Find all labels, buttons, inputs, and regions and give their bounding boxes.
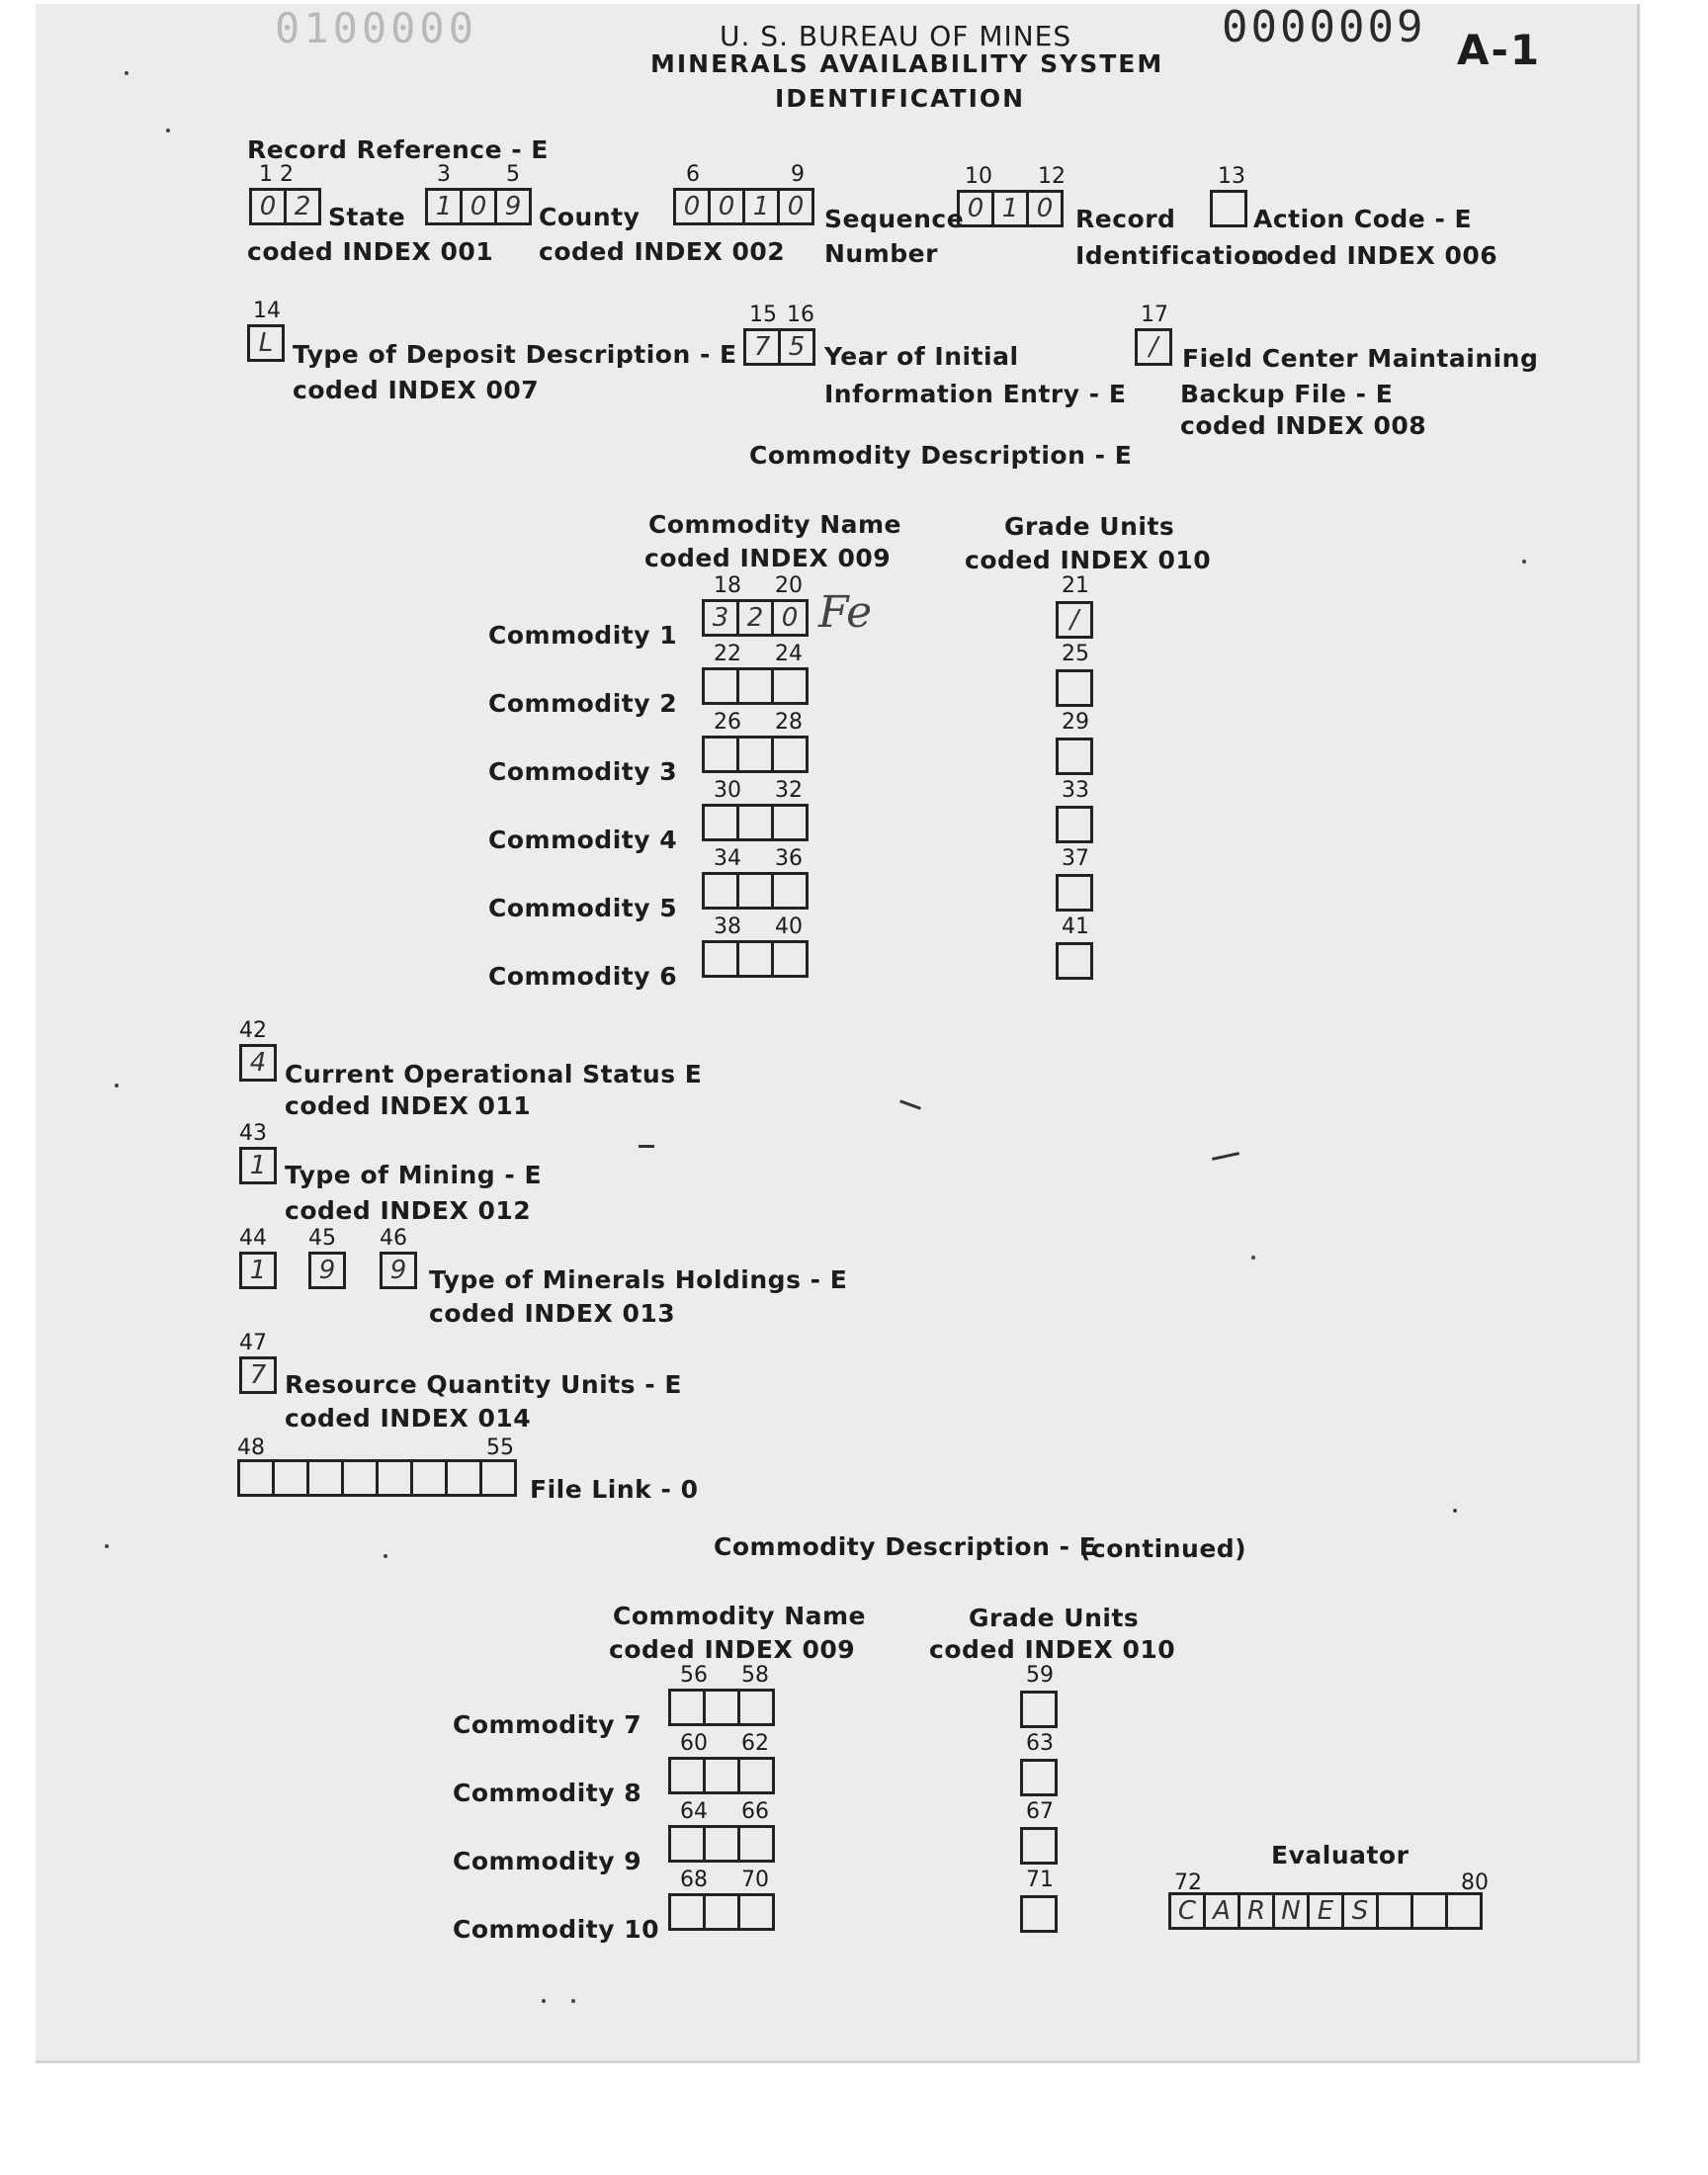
commodity-col-end: 24 xyxy=(775,642,803,666)
stray-mark xyxy=(639,1145,654,1148)
grade-col: 33 xyxy=(1062,778,1089,803)
commodity-row-label: Commodity 4 xyxy=(488,826,678,854)
commodity-name-boxes[interactable] xyxy=(668,1825,772,1863)
commodity-row-label: Commodity 5 xyxy=(488,894,678,922)
action-coded-index: coded INDEX 006 xyxy=(1251,241,1498,270)
deposit-label: Type of Deposit Description - E xyxy=(293,340,737,369)
system-title: MINERALS AVAILABILITY SYSTEM xyxy=(650,49,1164,78)
resource-units-label: Resource Quantity Units - E xyxy=(285,1370,682,1399)
code-digit-box[interactable]: 1 xyxy=(742,188,780,225)
code-digit-box[interactable] xyxy=(445,1459,482,1497)
code-digit-box[interactable] xyxy=(1056,669,1093,707)
record-id-col-end: 12 xyxy=(1038,164,1066,189)
handwritten-note: Fe xyxy=(818,587,873,638)
code-digit-box[interactable]: 0 xyxy=(673,188,711,225)
commodity-col-end: 32 xyxy=(775,778,803,803)
commodity-name-header-2: Commodity Name xyxy=(613,1602,867,1630)
holdings-box-3[interactable] xyxy=(380,1252,414,1289)
code-digit-box[interactable] xyxy=(272,1459,309,1497)
commodity-name-coded: coded INDEX 009 xyxy=(644,544,892,572)
code-digit-box[interactable] xyxy=(668,1757,706,1794)
mining-col: 43 xyxy=(239,1121,267,1146)
code-digit-box[interactable]: / xyxy=(1056,601,1093,639)
commodity-row-label: Commodity 10 xyxy=(453,1915,660,1944)
commodity-row-label: Commodity 9 xyxy=(453,1847,642,1875)
commodity-name-coded-2: coded INDEX 009 xyxy=(609,1635,856,1664)
holdings-label: Type of Minerals Holdings - E xyxy=(429,1265,848,1294)
code-digit-box[interactable] xyxy=(1020,1691,1058,1728)
year-col-end: 16 xyxy=(787,303,814,327)
faded-stamp-number: 0100000 xyxy=(275,4,478,52)
commodity-row-label: Commodity 3 xyxy=(488,757,678,786)
evaluator-label: Evaluator xyxy=(1271,1841,1409,1870)
commodity-name-boxes[interactable] xyxy=(668,1689,772,1726)
code-digit-box[interactable] xyxy=(737,1689,775,1726)
grade-units-box[interactable] xyxy=(1020,1691,1055,1728)
holdings-col-2: 45 xyxy=(308,1226,336,1251)
code-digit-box[interactable]: 9 xyxy=(380,1252,417,1289)
field-center-label: Field Center Maintaining xyxy=(1182,344,1539,373)
grade-units-box[interactable] xyxy=(1056,942,1090,980)
code-digit-box[interactable]: 2 xyxy=(736,599,774,637)
grade-col: 59 xyxy=(1026,1663,1054,1688)
commodity-name-boxes[interactable] xyxy=(702,872,806,910)
code-digit-box[interactable] xyxy=(703,1893,740,1931)
grade-units-coded-2: coded INDEX 010 xyxy=(929,1635,1176,1664)
code-digit-box[interactable]: 9 xyxy=(494,188,532,225)
commodity-col-end: 40 xyxy=(775,914,803,939)
resource-units-box[interactable] xyxy=(239,1356,274,1394)
code-digit-box[interactable] xyxy=(736,940,774,978)
code-digit-box[interactable] xyxy=(771,872,809,910)
code-digit-box[interactable]: 7 xyxy=(743,328,781,366)
code-digit-box[interactable] xyxy=(1056,806,1093,843)
speck xyxy=(1522,560,1526,564)
record-stamp-number: 0000009 xyxy=(1222,2,1426,52)
continued-suffix: (continued) xyxy=(1079,1534,1247,1563)
commodity-col-start: 34 xyxy=(714,846,741,871)
code-digit-box[interactable] xyxy=(668,1825,706,1863)
evaluator-boxes[interactable] xyxy=(1168,1892,1480,1930)
code-digit-box[interactable]: E xyxy=(1307,1892,1344,1930)
code-digit-box[interactable] xyxy=(1020,1895,1058,1933)
commodity-col-start: 56 xyxy=(680,1663,708,1688)
commodity-name-header: Commodity Name xyxy=(648,510,902,539)
grade-col: 29 xyxy=(1062,710,1089,735)
code-digit-box[interactable] xyxy=(410,1459,448,1497)
code-digit-box[interactable] xyxy=(1020,1759,1058,1796)
county-col-start: 3 xyxy=(437,162,451,187)
operational-status-label: Current Operational Status E xyxy=(285,1060,703,1088)
code-digit-box[interactable]: 4 xyxy=(239,1044,277,1082)
code-digit-box[interactable] xyxy=(771,940,809,978)
file-link-label: File Link - 0 xyxy=(530,1475,699,1504)
commodity-col-start: 30 xyxy=(714,778,741,803)
code-digit-box[interactable]: / xyxy=(1135,328,1172,366)
page-id: A-1 xyxy=(1457,26,1542,74)
commodity-col-end: 58 xyxy=(741,1663,769,1688)
deposit-coded-index: coded INDEX 007 xyxy=(293,376,540,404)
identification-label: Identification xyxy=(1075,241,1270,270)
county-code-boxes[interactable] xyxy=(425,188,529,225)
code-digit-box[interactable] xyxy=(479,1459,517,1497)
grade-col: 71 xyxy=(1026,1868,1054,1892)
code-digit-box[interactable] xyxy=(736,804,774,841)
grade-units-box[interactable] xyxy=(1020,1827,1055,1865)
holdings-box-1[interactable] xyxy=(239,1252,274,1289)
evaluator-col-start: 72 xyxy=(1174,1870,1202,1895)
mining-type-label: Type of Mining - E xyxy=(285,1161,543,1189)
action-col: 13 xyxy=(1218,164,1245,189)
number-label: Number xyxy=(824,239,938,268)
speck xyxy=(105,1544,109,1548)
code-digit-box[interactable] xyxy=(736,872,774,910)
file-link-col-end: 55 xyxy=(486,1436,514,1460)
code-digit-box[interactable]: 0 xyxy=(249,188,287,225)
code-digit-box[interactable] xyxy=(702,940,739,978)
code-digit-box[interactable]: 1 xyxy=(239,1252,277,1289)
speck xyxy=(125,71,128,75)
deposit-col: 14 xyxy=(253,299,281,323)
commodity-row-label: Commodity 1 xyxy=(488,621,678,650)
code-digit-box[interactable] xyxy=(1056,874,1093,912)
sequence-col-end: 9 xyxy=(791,162,805,187)
year-label: Year of Initial xyxy=(824,342,1019,371)
state-coded-index: coded INDEX 001 xyxy=(247,237,494,266)
code-digit-box[interactable] xyxy=(1210,190,1247,227)
code-digit-box[interactable]: 7 xyxy=(239,1356,277,1394)
commodity-name-boxes[interactable] xyxy=(668,1757,772,1794)
code-digit-box[interactable] xyxy=(376,1459,413,1497)
code-digit-box[interactable] xyxy=(341,1459,379,1497)
grade-col: 67 xyxy=(1026,1799,1054,1824)
section-title: IDENTIFICATION xyxy=(775,84,1026,113)
holdings-box-2[interactable] xyxy=(308,1252,343,1289)
speck xyxy=(384,1554,387,1558)
state-col-numbers: 1 2 xyxy=(259,162,294,187)
commodity-name-boxes[interactable] xyxy=(702,667,806,705)
code-digit-box[interactable] xyxy=(737,1825,775,1863)
commodity-col-start: 26 xyxy=(714,710,741,735)
county-coded-index: coded INDEX 002 xyxy=(539,237,786,266)
code-digit-box[interactable]: 9 xyxy=(308,1252,346,1289)
code-digit-box[interactable] xyxy=(737,1757,775,1794)
code-digit-box[interactable]: 0 xyxy=(708,188,745,225)
commodity-col-end: 28 xyxy=(775,710,803,735)
code-digit-box[interactable] xyxy=(702,667,739,705)
code-digit-box[interactable]: 5 xyxy=(778,328,815,366)
commodity-col-end: 20 xyxy=(775,573,803,598)
resource-col: 47 xyxy=(239,1331,267,1355)
state-code-boxes[interactable] xyxy=(249,188,318,225)
commodity-continued-title: Commodity Description - E xyxy=(714,1532,1097,1561)
code-digit-box[interactable] xyxy=(668,1893,706,1931)
speck xyxy=(1453,1509,1457,1513)
commodity-row-label: Commodity 8 xyxy=(453,1779,642,1807)
code-digit-box[interactable]: A xyxy=(1203,1892,1240,1930)
deposit-type-box[interactable] xyxy=(247,324,282,362)
grade-col: 25 xyxy=(1062,642,1089,666)
mining-type-box[interactable] xyxy=(239,1147,274,1184)
grade-units-box[interactable] xyxy=(1056,874,1090,912)
grade-units-coded: coded INDEX 010 xyxy=(965,546,1212,574)
code-digit-box[interactable] xyxy=(771,667,809,705)
commodity-col-start: 68 xyxy=(680,1868,708,1892)
code-digit-box[interactable] xyxy=(1445,1892,1483,1930)
code-digit-box[interactable] xyxy=(702,872,739,910)
grade-units-header-2: Grade Units xyxy=(969,1604,1140,1632)
sequence-col-start: 6 xyxy=(686,162,700,187)
backup-file-label: Backup File - E xyxy=(1180,380,1394,408)
state-label: State xyxy=(328,203,406,231)
grade-units-box[interactable] xyxy=(1056,601,1090,639)
code-digit-box[interactable] xyxy=(1376,1892,1413,1930)
commodity-col-end: 62 xyxy=(741,1731,769,1756)
county-col-end: 5 xyxy=(506,162,520,187)
county-label: County xyxy=(539,203,640,231)
action-code-label: Action Code - E xyxy=(1253,205,1473,233)
commodity-col-start: 60 xyxy=(680,1731,708,1756)
file-link-col-start: 48 xyxy=(237,1436,265,1460)
field-center-coded-index: coded INDEX 008 xyxy=(1180,411,1427,440)
year-entry-boxes[interactable] xyxy=(743,328,812,366)
code-digit-box[interactable]: 0 xyxy=(771,599,809,637)
code-digit-box[interactable]: 1 xyxy=(425,188,463,225)
code-digit-box[interactable] xyxy=(703,1825,740,1863)
status-col: 42 xyxy=(239,1018,267,1043)
record-id-boxes[interactable] xyxy=(957,190,1061,227)
holdings-coded: coded INDEX 013 xyxy=(429,1299,676,1328)
information-entry-label: Information Entry - E xyxy=(824,380,1127,408)
grade-units-box[interactable] xyxy=(1020,1895,1055,1933)
record-id-col-start: 10 xyxy=(965,164,992,189)
grade-units-header: Grade Units xyxy=(1004,512,1175,541)
grade-col: 41 xyxy=(1062,914,1089,939)
holdings-col-1: 44 xyxy=(239,1226,267,1251)
holdings-col-3: 46 xyxy=(380,1226,407,1251)
speck xyxy=(571,1999,575,2003)
commodity-row-label: Commodity 2 xyxy=(488,689,678,718)
code-digit-box[interactable]: R xyxy=(1238,1892,1275,1930)
mining-type-coded: coded INDEX 012 xyxy=(285,1196,532,1225)
code-digit-box[interactable] xyxy=(771,804,809,841)
commodity-col-end: 66 xyxy=(741,1799,769,1824)
commodity-section-title: Commodity Description - E xyxy=(749,441,1133,470)
code-digit-box[interactable] xyxy=(1056,738,1093,775)
commodity-col-end: 70 xyxy=(741,1868,769,1892)
field-center-box[interactable] xyxy=(1135,328,1169,366)
speck xyxy=(115,1084,119,1088)
code-digit-box[interactable]: 0 xyxy=(957,190,994,227)
grade-units-box[interactable] xyxy=(1056,806,1090,843)
code-digit-box[interactable] xyxy=(736,736,774,773)
grade-col: 63 xyxy=(1026,1731,1054,1756)
code-digit-box[interactable] xyxy=(306,1459,344,1497)
grade-col: 37 xyxy=(1062,846,1089,871)
commodity-name-boxes[interactable] xyxy=(702,599,806,637)
grade-col: 21 xyxy=(1062,573,1089,598)
sequence-label: Sequence xyxy=(824,205,965,233)
operational-status-box[interactable] xyxy=(239,1044,274,1082)
field-center-col: 17 xyxy=(1141,303,1168,327)
operational-status-coded: coded INDEX 011 xyxy=(285,1091,532,1120)
speck xyxy=(166,129,170,132)
code-digit-box[interactable] xyxy=(668,1689,706,1726)
resource-units-coded: coded INDEX 014 xyxy=(285,1404,532,1433)
commodity-col-start: 64 xyxy=(680,1799,708,1824)
commodity-row-label: Commodity 6 xyxy=(488,962,678,991)
agency-title: U. S. BUREAU OF MINES xyxy=(720,20,1072,52)
code-digit-box[interactable]: 2 xyxy=(284,188,321,225)
grade-units-box[interactable] xyxy=(1056,669,1090,707)
code-digit-box[interactable] xyxy=(237,1459,275,1497)
code-digit-box[interactable] xyxy=(1020,1827,1058,1865)
record-label: Record xyxy=(1075,205,1176,233)
code-digit-box[interactable]: 1 xyxy=(239,1147,277,1184)
code-digit-box[interactable]: 3 xyxy=(702,599,739,637)
code-digit-box[interactable] xyxy=(1056,942,1093,980)
file-link-boxes[interactable] xyxy=(237,1459,514,1497)
code-digit-box[interactable]: 0 xyxy=(460,188,497,225)
commodity-row-label: Commodity 7 xyxy=(453,1710,642,1739)
grade-units-box[interactable] xyxy=(1056,738,1090,775)
commodity-col-start: 38 xyxy=(714,914,741,939)
code-digit-box[interactable] xyxy=(771,736,809,773)
code-digit-box[interactable] xyxy=(703,1689,740,1726)
code-digit-box[interactable]: N xyxy=(1272,1892,1310,1930)
code-digit-box[interactable] xyxy=(736,667,774,705)
sequence-number-boxes[interactable] xyxy=(673,188,811,225)
speck xyxy=(1251,1256,1255,1260)
grade-units-box[interactable] xyxy=(1020,1759,1055,1796)
commodity-col-start: 22 xyxy=(714,642,741,666)
speck xyxy=(542,1999,546,2003)
code-digit-box[interactable]: 0 xyxy=(1026,190,1064,227)
commodity-name-boxes[interactable] xyxy=(702,940,806,978)
commodity-col-start: 18 xyxy=(714,573,741,598)
commodity-name-boxes[interactable] xyxy=(668,1893,772,1931)
code-digit-box[interactable] xyxy=(1410,1892,1448,1930)
year-col-start: 15 xyxy=(749,303,777,327)
code-digit-box[interactable] xyxy=(737,1893,775,1931)
action-code-box[interactable] xyxy=(1210,190,1244,227)
record-reference-title: Record Reference - E xyxy=(247,135,549,164)
commodity-name-boxes[interactable] xyxy=(702,736,806,773)
code-digit-box[interactable] xyxy=(702,736,739,773)
commodity-col-end: 36 xyxy=(775,846,803,871)
code-digit-box[interactable]: 0 xyxy=(777,188,814,225)
evaluator-col-end: 80 xyxy=(1461,1870,1489,1895)
code-digit-box[interactable]: S xyxy=(1341,1892,1379,1930)
code-digit-box[interactable]: L xyxy=(247,324,285,362)
code-digit-box[interactable] xyxy=(703,1757,740,1794)
code-digit-box[interactable]: 1 xyxy=(991,190,1029,227)
commodity-name-boxes[interactable] xyxy=(702,804,806,841)
code-digit-box[interactable]: C xyxy=(1168,1892,1206,1930)
code-digit-box[interactable] xyxy=(702,804,739,841)
